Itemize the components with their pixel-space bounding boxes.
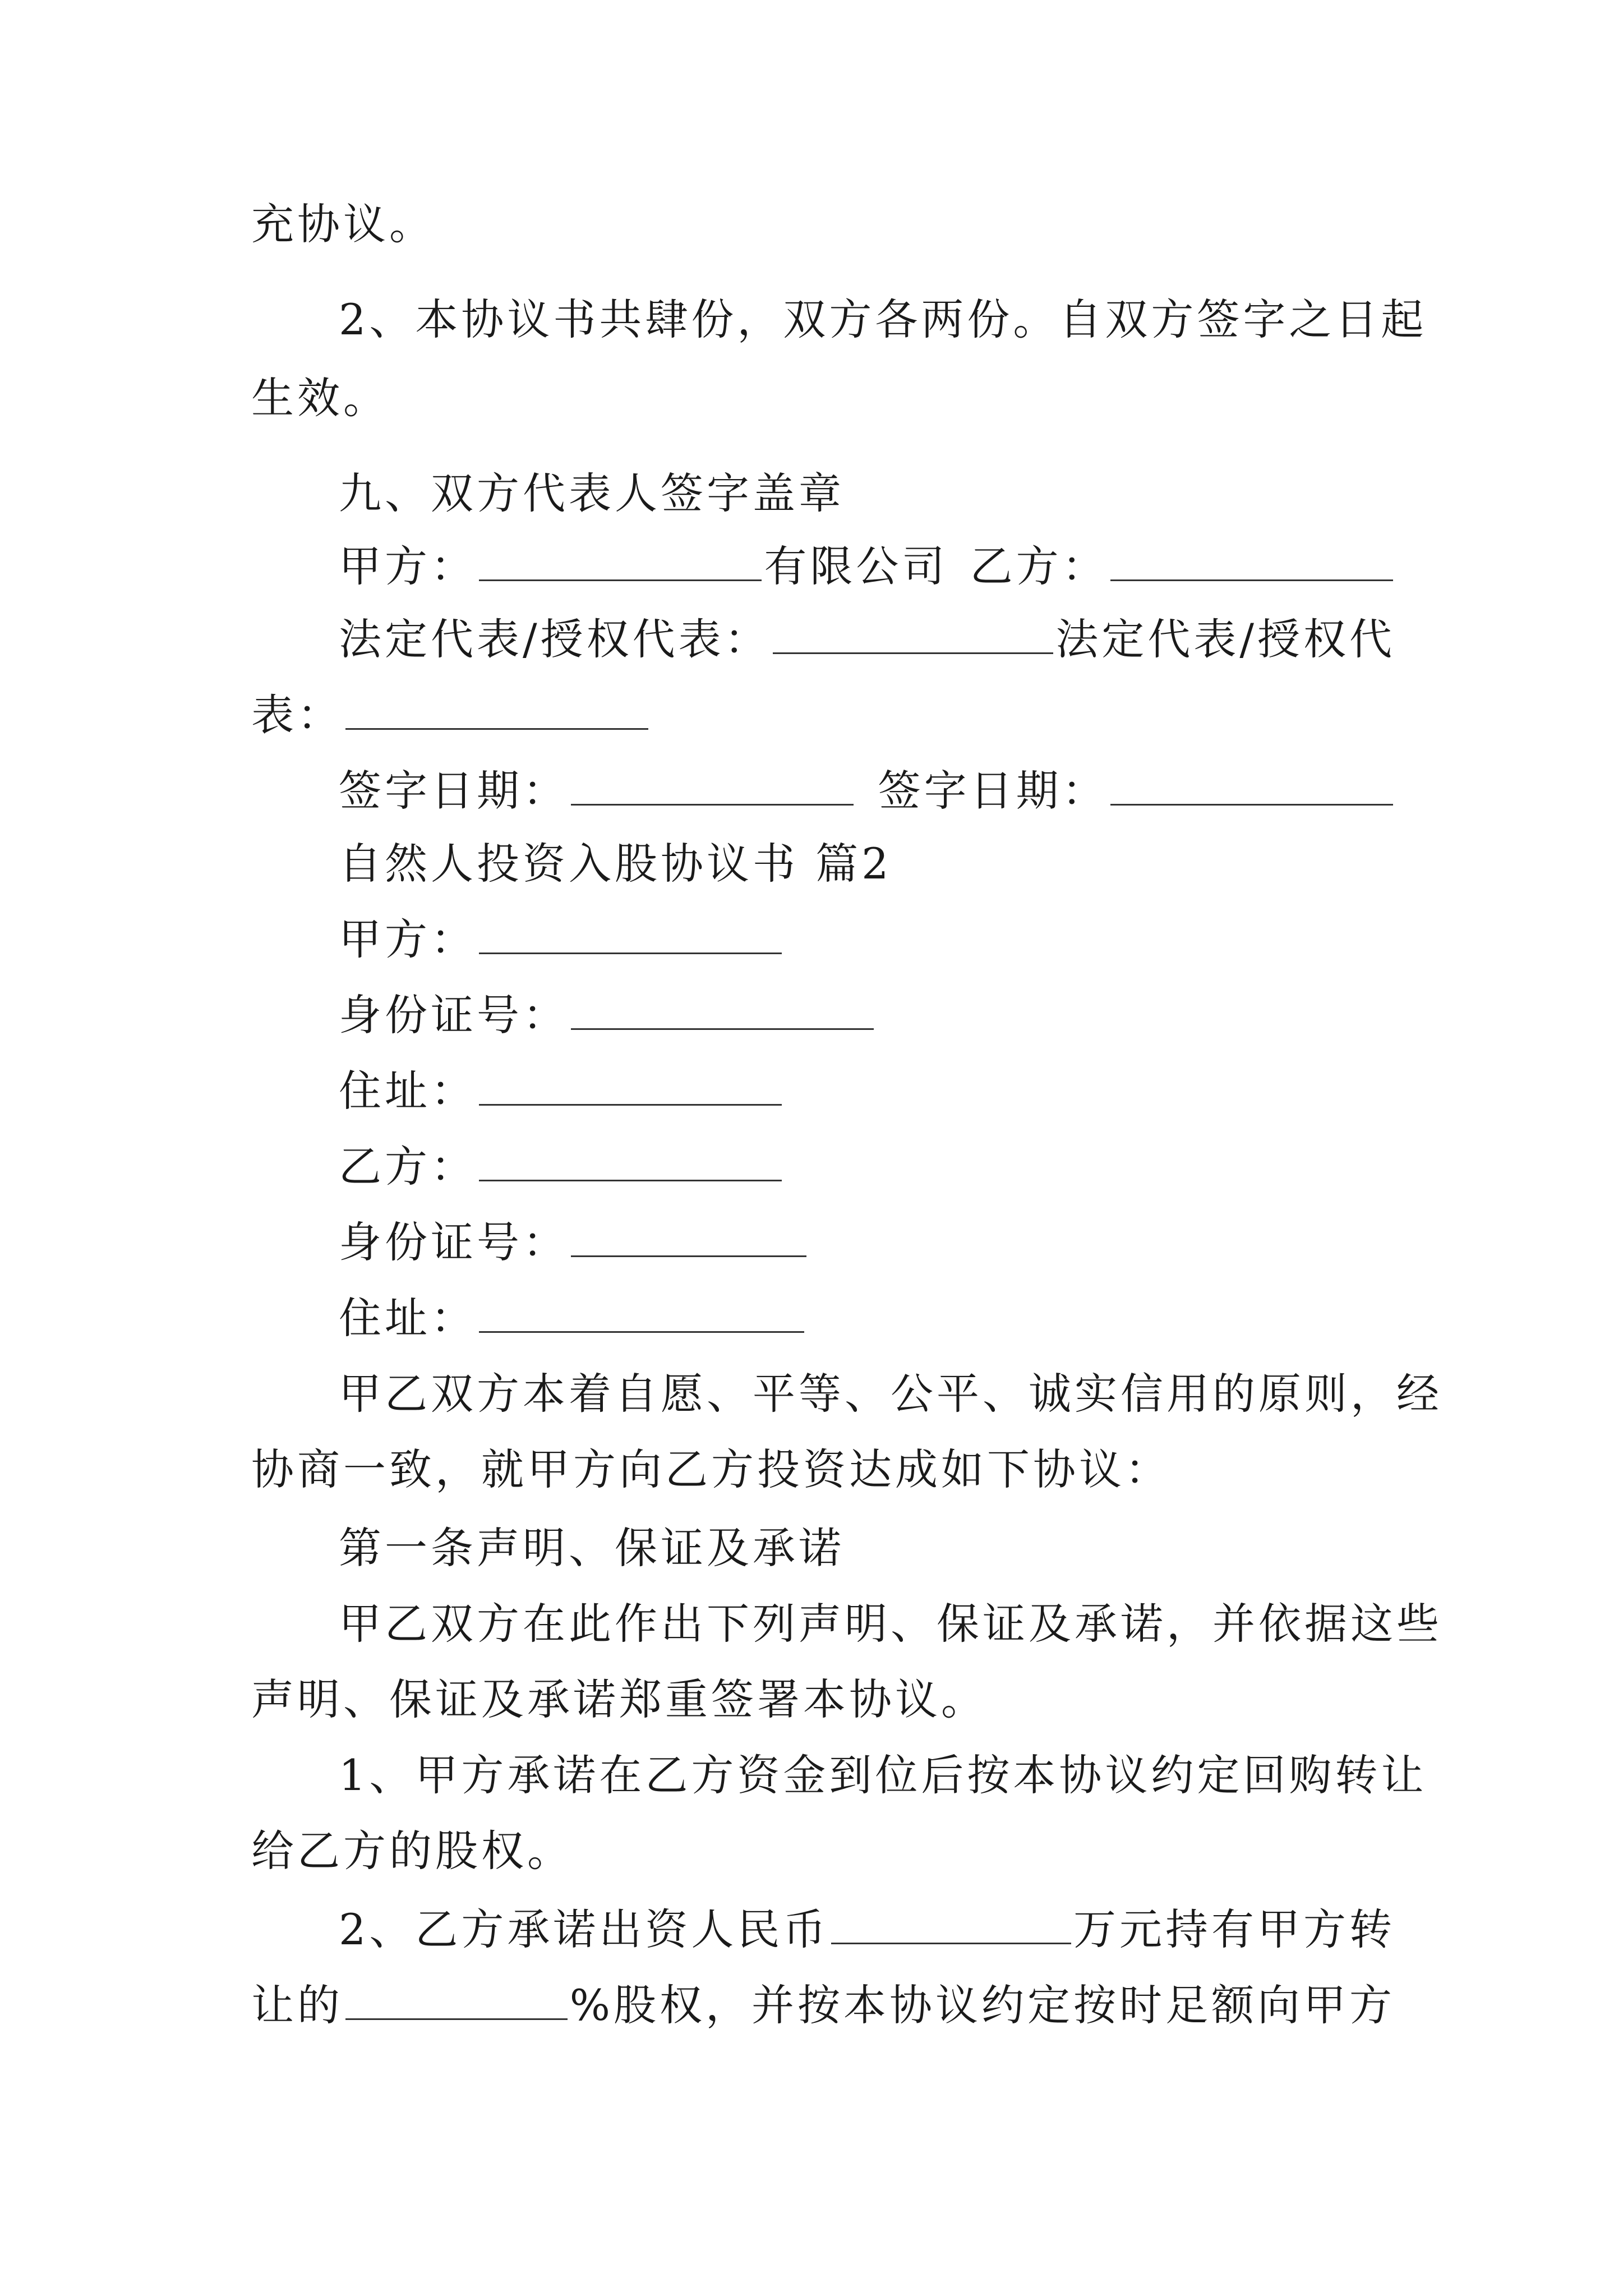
text-segment: 让的	[251, 1980, 343, 2030]
rep-a-blank	[773, 616, 1054, 654]
party-a-blank	[479, 917, 782, 954]
field-row	[339, 912, 1395, 968]
representative-row-cont	[251, 687, 1395, 743]
document-title: 自然人投资入股协议书 篇2	[339, 839, 892, 889]
address-label: 住址：	[339, 1066, 477, 1116]
rep-b-blank	[345, 692, 648, 730]
id-number-blank	[571, 1220, 806, 1257]
section-heading: 九、双方代表人签字盖章	[339, 468, 845, 518]
id-number-label: 身份证号：	[339, 990, 569, 1040]
text-line: 声明、保证及承诺郑重签署本协议。	[251, 1674, 987, 1724]
field-row	[339, 1139, 1395, 1195]
percent-blank	[345, 1982, 568, 2020]
text-line: 2、本协议书共肆份，双方各两份。自双方签字之日起	[339, 295, 1427, 344]
text-line: 协商一致，就甲方向乙方投资达成如下协议：	[251, 1444, 1171, 1494]
text-segment: 2、乙方承诺出资人民币	[339, 1904, 829, 1954]
address-label: 住址：	[339, 1293, 477, 1343]
date-b-blank	[1110, 768, 1393, 806]
text-line: 给乙方的股权。	[251, 1826, 573, 1876]
text-line: 甲乙双方本着自愿、平等、公平、诚实信用的原则，经	[339, 1369, 1442, 1419]
party-b-label: 乙方：	[970, 541, 1108, 591]
text-line	[339, 1902, 1395, 1958]
party-b-blank	[1110, 544, 1393, 581]
rep-a-label: 法定代表/授权代表：	[339, 614, 771, 664]
party-a-blank	[479, 544, 762, 581]
id-number-blank	[571, 992, 874, 1030]
text-line: 1、甲方承诺在乙方资金到位后按本协议约定回购转让	[339, 1750, 1427, 1800]
address-blank	[479, 1068, 782, 1106]
company-label: 有限公司	[764, 541, 948, 591]
text-segment: 万元持有甲方转	[1073, 1904, 1395, 1954]
party-a-label: 甲方：	[339, 914, 477, 964]
field-row	[339, 1290, 1395, 1346]
address-blank	[479, 1295, 804, 1333]
field-row	[339, 1063, 1395, 1119]
text-line: 甲乙双方在此作出下列声明、保证及承诺，并依据这些	[339, 1599, 1442, 1649]
text-line: 充协议。	[251, 199, 435, 249]
text-line	[251, 1977, 1395, 2033]
date-row	[339, 763, 1395, 819]
field-row	[339, 1214, 1395, 1271]
party-b-blank	[479, 1144, 782, 1181]
amount-blank	[831, 1907, 1071, 1944]
party-b-label: 乙方：	[339, 1142, 477, 1191]
text-segment: %股权，并按本协议约定按时足额向甲方	[569, 1980, 1395, 2030]
date-a-label: 签字日期：	[339, 766, 569, 816]
rep-b-label: 法定代表/授权代	[1055, 614, 1395, 664]
date-a-blank	[571, 768, 854, 806]
id-number-label: 身份证号：	[339, 1217, 569, 1267]
date-b-label: 签字日期：	[878, 766, 1108, 816]
representative-row	[339, 611, 1395, 668]
signature-row	[339, 539, 1395, 595]
field-row	[339, 987, 1395, 1043]
section-heading: 第一条声明、保证及承诺	[339, 1523, 845, 1573]
rep-b-label-cont: 表：	[251, 690, 343, 740]
text-line: 生效。	[251, 373, 389, 423]
party-a-label: 甲方：	[339, 541, 477, 591]
